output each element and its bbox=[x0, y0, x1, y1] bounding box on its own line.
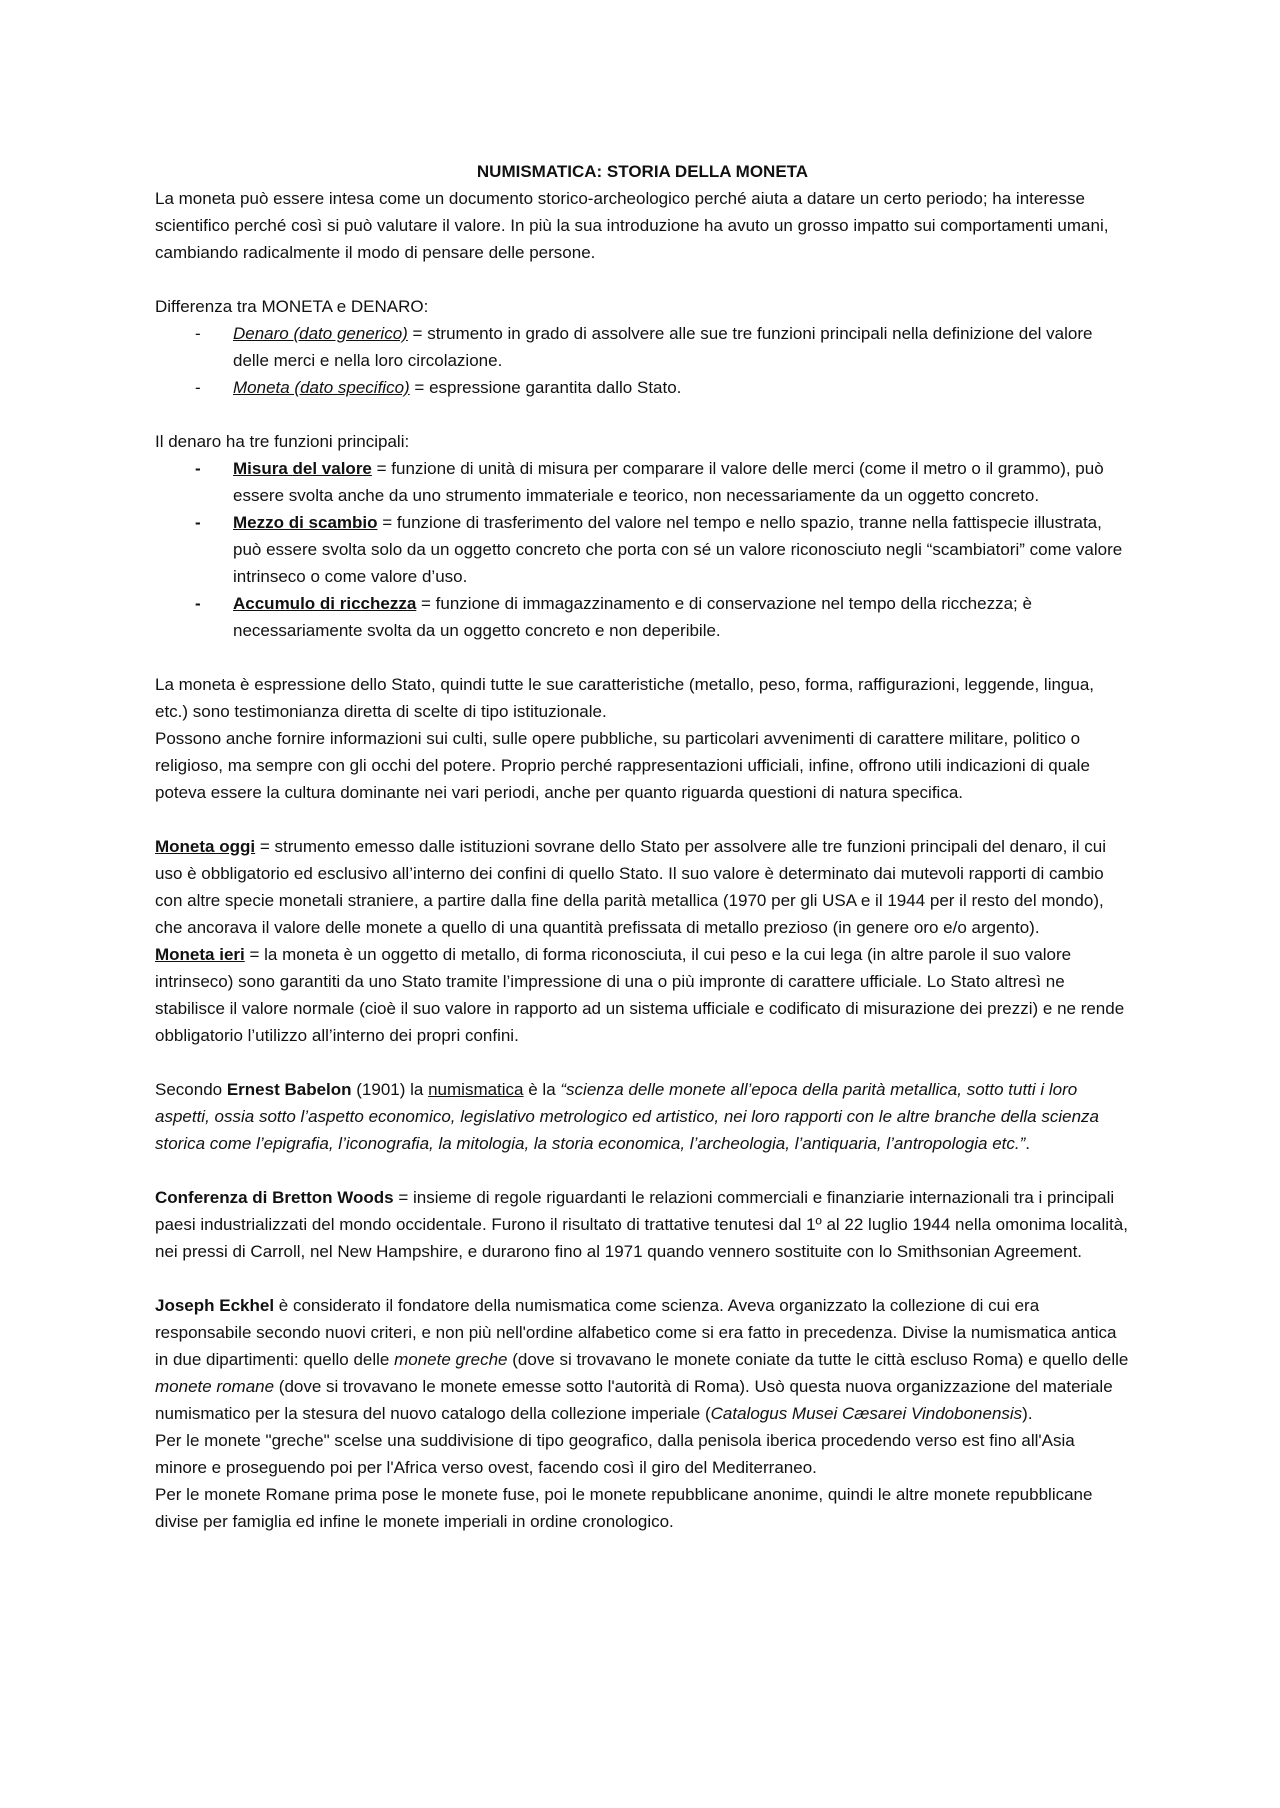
definition-text: = strumento in grado di assolvere alle sue tre funzioni principali nella definizione del valore delle merci e nella loro circolazione. bbox=[233, 324, 1093, 370]
intro-paragraph: La moneta può essere intesa come un documento storico-archeologico perché aiuta a datare un certo periodo; ha interesse scientifico perché così si può valutare il valore. In più la sua introduzione ha avuto un grosso impatto sui comportamenti umani, cambiando radicalmente il modo di pensare delle persone. bbox=[155, 189, 1109, 262]
list-item bbox=[155, 590, 1130, 644]
eckhel-paragraph bbox=[155, 1292, 1130, 1427]
list-item bbox=[155, 509, 1130, 590]
babelon-paragraph bbox=[155, 1076, 1130, 1157]
difference-heading: Differenza tra MONETA e DENARO: bbox=[155, 297, 429, 316]
difference-list bbox=[155, 320, 1130, 401]
term-monete-romane: monete romane bbox=[155, 1377, 275, 1396]
list-item bbox=[155, 374, 1130, 401]
list-item bbox=[155, 320, 1130, 374]
term-mezzo-di-scambio: Mezzo di scambio bbox=[233, 513, 378, 532]
text-span: . bbox=[1025, 1134, 1031, 1153]
list-dash: - bbox=[195, 513, 201, 532]
list-item bbox=[155, 455, 1130, 509]
term-moneta-oggi: Moneta oggi bbox=[155, 837, 256, 856]
bretton-woods-paragraph bbox=[155, 1184, 1130, 1265]
text-span: è considerato il fondatore della numismatica come scienza. Aveva organizzato la collezione di cui era responsabile secondo nuovi criteri, e non più nell'ordine alfabetico come si era fatto in precedenza. Divise la numismatica antica in due dipartimenti: quello delle bbox=[155, 1296, 1117, 1369]
list-dash: - bbox=[195, 324, 201, 343]
moneta-ieri-paragraph bbox=[155, 941, 1130, 1049]
page-title: NUMISMATICA: STORIA DELLA MONETA bbox=[476, 162, 809, 181]
definition-text: = espressione garantita dallo Stato. bbox=[409, 378, 682, 397]
definition-text: = funzione di immagazzinamento e di conservazione nel tempo della ricchezza; è necessariamente svolta da un oggetto concreto e non deperibile. bbox=[233, 594, 1032, 640]
term-misura-del-valore: Misura del valore bbox=[233, 459, 372, 478]
babelon-quote: “scienza delle monete all’epoca della parità metallica, sotto tutti i loro aspetti, ossia sotto l’aspetto economico, legislativo metrologico ed artistico, nei loro rapporti con le altre branche della scienza storica come l’epigrafia, l’iconografia, la mitologia, la storia economica, l’archeologia, l’antiquaria, l’antropologia etc.” bbox=[155, 1080, 1099, 1153]
list-dash: - bbox=[195, 594, 201, 613]
functions-heading: Il denaro ha tre funzioni principali: bbox=[155, 432, 410, 451]
moneta-oggi-paragraph bbox=[155, 833, 1130, 941]
text-span: Secondo bbox=[155, 1080, 227, 1099]
state-paragraph-2: Possono anche fornire informazioni sui culti, sulle opere pubbliche, su particolari avvenimenti di carattere militare, politico o religioso, ma sempre con gli occhi del potere. Proprio perché rappresentazioni ufficiali, infine, offrono utili indicazioni di quale poteva essere la cultura dominante nei vari periodi, anche per quanto riguarda questioni di natura specifica. bbox=[155, 729, 1090, 802]
term-moneta: Moneta (dato specifico) bbox=[233, 378, 410, 397]
term-denaro: Denaro (dato generico) bbox=[233, 324, 408, 343]
term-accumulo-di-ricchezza: Accumulo di ricchezza bbox=[233, 594, 417, 613]
term-numismatica: numismatica bbox=[428, 1080, 524, 1099]
catalog-title: Catalogus Musei Cæsarei Vindobonensis bbox=[710, 1404, 1023, 1423]
definition-text: = insieme di regole riguardanti le relazioni commerciali e finanziarie internazionali tra i principali paesi industrializzati del mondo occidentale. Furono il risultato di trattative tenutesi dal 1º al 22 luglio 1944 nella omonima località, nei pressi di Carroll, nel New Hampshire, e durarono fino al 1971 quando vennero sostituite con lo Smithsonian Agreement. bbox=[155, 1188, 1128, 1261]
list-dash: - bbox=[195, 459, 201, 478]
eckhel-greek-paragraph: Per le monete "greche" scelse una suddivisione di tipo geografico, dalla penisola iberica procedendo verso est fino all'Asia minore e proseguendo poi per l'Africa verso ovest, facendo così il giro del Mediterraneo. bbox=[155, 1431, 1075, 1477]
text-span: (dove si trovavano le monete coniate da tutte le città escluso Roma) e quello delle bbox=[507, 1350, 1129, 1369]
text-span: è la bbox=[523, 1080, 561, 1099]
term-monete-greche: monete greche bbox=[394, 1350, 508, 1369]
list-dash: - bbox=[195, 378, 201, 397]
definition-text: = la moneta è un oggetto di metallo, di forma riconosciuta, il cui peso e la cui lega (in altre parole il suo valore intrinseco) sono garantiti da uno Stato tramite l’impressione di una o più impronte di carattere ufficiale. Lo Stato altresì ne stabilisce il valore normale (cioè il suo valore in rapporto ad un sistema ufficiale e codificato di misurazione dei prezzi) e ne rende obbligatorio l’utilizzo all’interno dei propri confini. bbox=[155, 945, 1125, 1045]
name-bretton-woods: Conferenza di Bretton Woods bbox=[155, 1188, 394, 1207]
definition-text: = funzione di unità di misura per comparare il valore delle merci (come il metro o il grammo), può essere svolta anche da uno strumento immateriale e teorico, non necessariamente da un oggetto concreto. bbox=[233, 459, 1104, 505]
name-eckhel: Joseph Eckhel bbox=[155, 1296, 275, 1315]
eckhel-roman-paragraph: Per le monete Romane prima pose le monete fuse, poi le monete repubblicane anonime, quindi le altre monete repubblicane divise per famiglia ed infine le monete imperiali in ordine cronologico. bbox=[155, 1485, 1093, 1531]
document-page bbox=[155, 158, 1130, 1535]
name-babelon: Ernest Babelon bbox=[226, 1080, 352, 1099]
text-span: (1901) la bbox=[351, 1080, 429, 1099]
state-paragraph: La moneta è espressione dello Stato, quindi tutte le sue caratteristiche (metallo, peso, forma, raffigurazioni, leggende, lingua, etc.) sono testimonianza diretta di scelte di tipo istituzionale. bbox=[155, 675, 1095, 721]
term-moneta-ieri: Moneta ieri bbox=[155, 945, 245, 964]
functions-list bbox=[155, 455, 1130, 644]
text-span: ). bbox=[1022, 1404, 1033, 1423]
text-span: (dove si trovavano le monete emesse sotto l'autorità di Roma). Usò questa nuova organizzazione del materiale numismatico per la stesura del nuovo catalogo della collezione imperiale ( bbox=[155, 1377, 1113, 1423]
definition-text: = funzione di trasferimento del valore nel tempo e nello spazio, tranne nella fattispecie illustrata, può essere svolta solo da un oggetto concreto che porta con sé un valore riconosciuto negli “scambiatori” come valore intrinseco o come valore d’uso. bbox=[233, 513, 1123, 586]
definition-text: = strumento emesso dalle istituzioni sovrane dello Stato per assolvere alle tre funzioni principali del denaro, il cui uso è obbligatorio ed esclusivo all’interno dei confini di quello Stato. Il suo valore è determinato dai mutevoli rapporti di cambio con altre specie monetali straniere, a partire dalla fine della parità metallica (1970 per gli USA e il 1944 per il resto del mondo), che ancorava il valore delle monete a quello di una quantità prefissata di metallo prezioso (in genere oro e/o argento). bbox=[155, 837, 1107, 937]
